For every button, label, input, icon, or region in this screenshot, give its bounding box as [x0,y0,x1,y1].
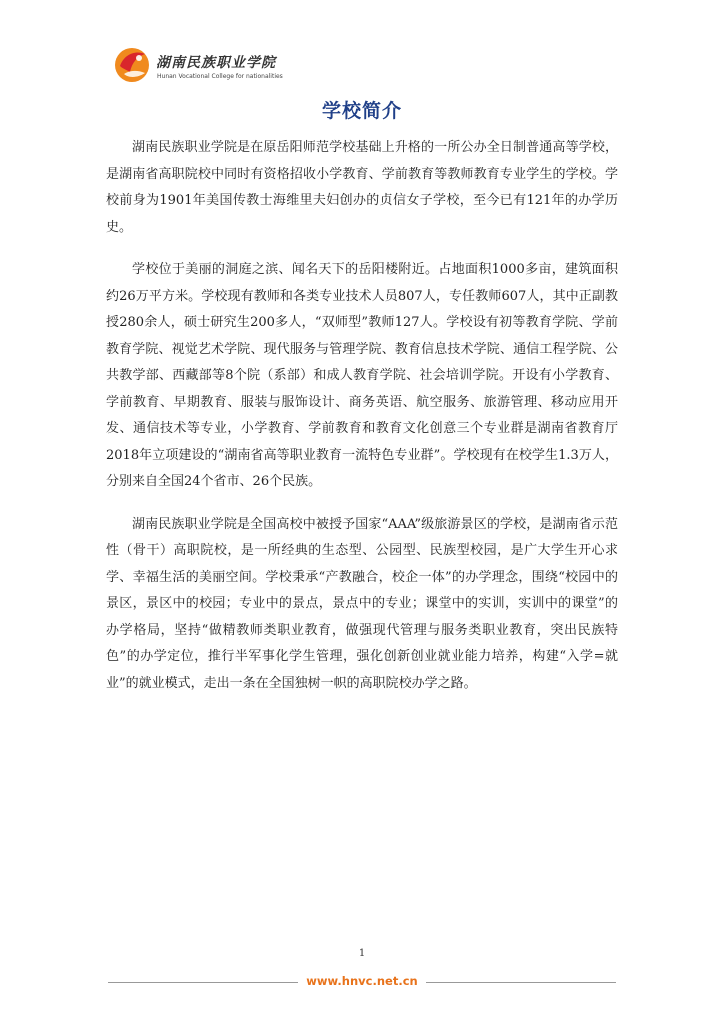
footer-divider-left [108,982,298,983]
school-name-en: Hunan Vocational College for nationalities [157,73,283,80]
document-body [106,135,618,713]
school-emblem-icon [112,44,152,84]
school-name-cn: 湖南民族职业学院 [156,55,276,71]
page-title: 学校简介 [321,100,402,122]
paragraph-overview: 学校位于美丽的洞庭之滨、闻名天下的岳阳楼附近。占地面积1000多亩，建筑面积约26万平方米。学校现有教师和各类专业技术人员807人，专任教师607人，其中正副教授280余人，硕士研究生200多人，“双师型”教师127人。学校设有初等教育学院、学前教育学院、视觉艺术学院、现代服务与管理学院、教育信息技术学院、通信工程学院、公共教学部、西藏部等8个院（系部）和成人教育学院、社会培训学院。开设有小学教育、学前教育、早期教育、服装与服饰设计、商务英语、航空服务、旅游管理、移动应用开发、通信技术等专业，小学教育、学前教育和教育文化创意三个专业群是湖南省教育厅2018年立项建设的“湖南省高等职业教育一流特色专业群”。学校现有在校学生1.3万人，分别来自全国24个省市、26个民族。 [106,262,618,489]
school-logo [112,44,312,88]
page-number: 1 [358,948,366,959]
footer-divider-right [426,982,616,983]
footer-url: www.hnvc.net.cn [306,974,418,988]
paragraph-history: 湖南民族职业学院是在原岳阳师范学校基础上升格的一所公办全日制普通高等学校，是湖南省高职院校中同时有资格招收小学教育、学前教育等教师教育专业学生的学校。学校前身为1901年美国传教士海维里夫妇创办的贞信女子学校，至今已有121年的办学历史。 [106,140,618,235]
paragraph-philosophy: 湖南民族职业学院是全国高校中被授予国家“AAA”级旅游景区的学校，是湖南省示范性（骨干）高职院校，是一所经典的生态型、公园型、民族型校园，是广大学生开心求学、幸福生活的美丽空间。学校秉承“产教融合，校企一体”的办学理念，围绕“校园中的景区，景区中的校园；专业中的景点，景点中的专业；课堂中的实训，实训中的课堂”的办学格局，坚持“做精教师类职业教育，做强现代管理与服务类职业教育，突出民族特色”的办学定位，推行半军事化学生管理，强化创新创业就业能力培养，构建“入学=就业”的就业模式，走出一条在全国独树一帜的高职院校办学之路。 [106,516,618,691]
